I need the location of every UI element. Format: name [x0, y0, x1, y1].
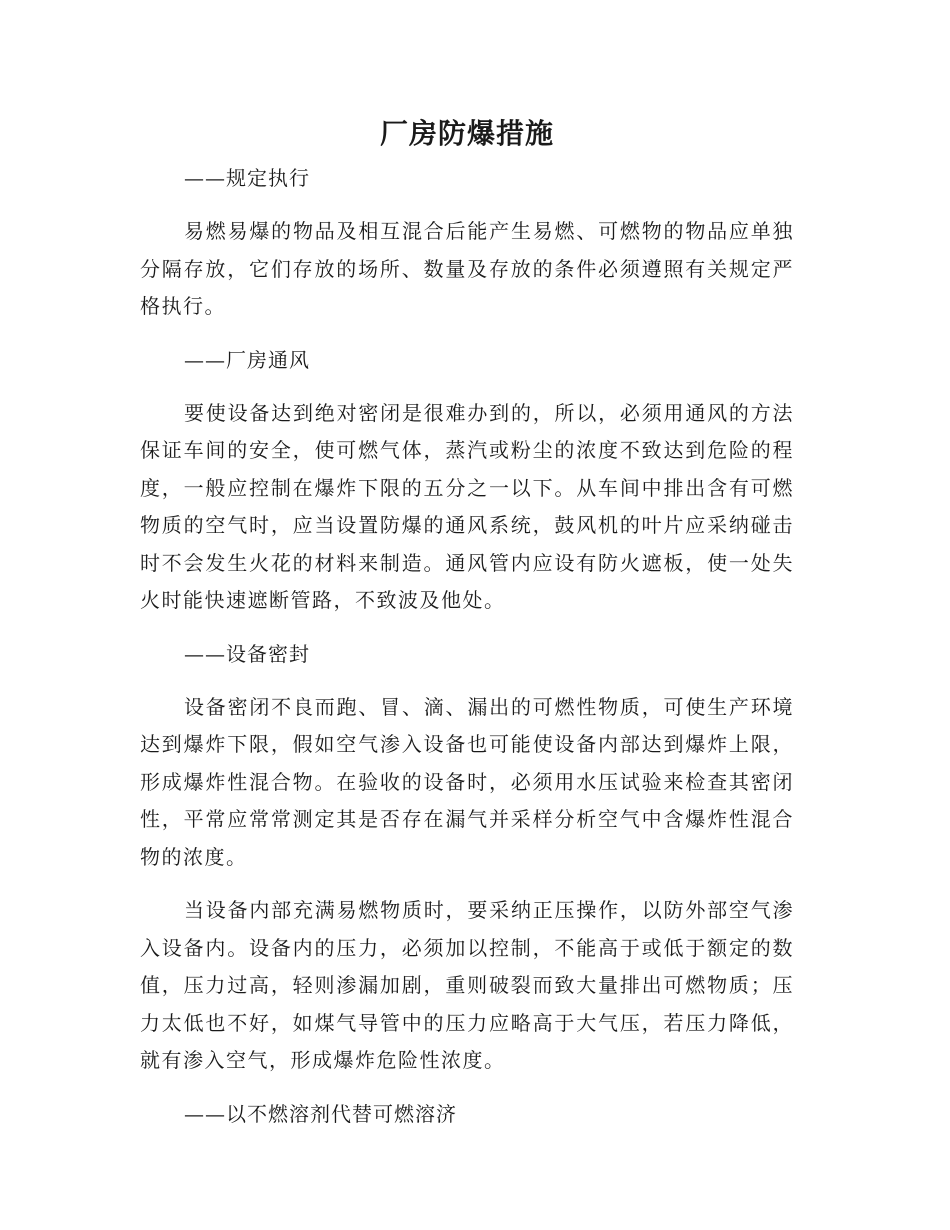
section-heading-solvent: ——以不燃溶剂代替可燃溶济: [184, 1101, 457, 1126]
document-page: [140, 110, 794, 1133]
section-heading-ventilation: ——厂房通风: [184, 347, 310, 372]
section-heading-sealing: ——设备密封: [184, 641, 310, 666]
paragraph-sealing-1: 设备密闭不良而跑、冒、滴、漏出的可燃性物质，可使生产环境达到爆炸下限，假如空气渗入设备也可能使设备内部达到爆炸上限，形成爆炸性混合物。在验收的设备时，必须用水压试验来检查其密闭性，平常应常常测定其是否存在漏气并采样分析空气中含爆炸性混合物的浓度。: [140, 694, 794, 869]
paragraph-regulations: 易燃易爆的物品及相互混合后能产生易燃、可燃物的物品应单独分隔存放，它们存放的场所、数量及存放的条件必须遵照有关规定严格执行。: [140, 219, 794, 318]
document-title: 厂房防爆措施: [379, 117, 554, 150]
paragraph-ventilation: 要使设备达到绝对密闭是很难办到的，所以，必须用通风的方法保证车间的安全，使可燃气体，蒸汽或粉尘的浓度不致达到危险的程度，一般应控制在爆炸下限的五分之一以下。从车间中排出含有可燃物质的空气时，应当设置防爆的通风系统，鼓风机的叶片应采纳碰击时不会发生火花的材料来制造。通风管内应设有防火遮板，使一处失火时能快速遮断管路，不致波及他处。: [140, 400, 794, 612]
paragraph-sealing-2: 当设备内部充满易燃物质时，要采纳正压操作，以防外部空气渗入设备内。设备内的压力，必须加以控制，不能高于或低于额定的数值，压力过高，轻则渗漏加剧，重则破裂而致大量排出可燃物质；压力太低也不好，如煤气导管中的压力应略高于大气压，若压力降低，就有渗入空气，形成爆炸危险性浓度。: [140, 898, 794, 1072]
section-heading-regulations: ——规定执行: [184, 166, 310, 190]
